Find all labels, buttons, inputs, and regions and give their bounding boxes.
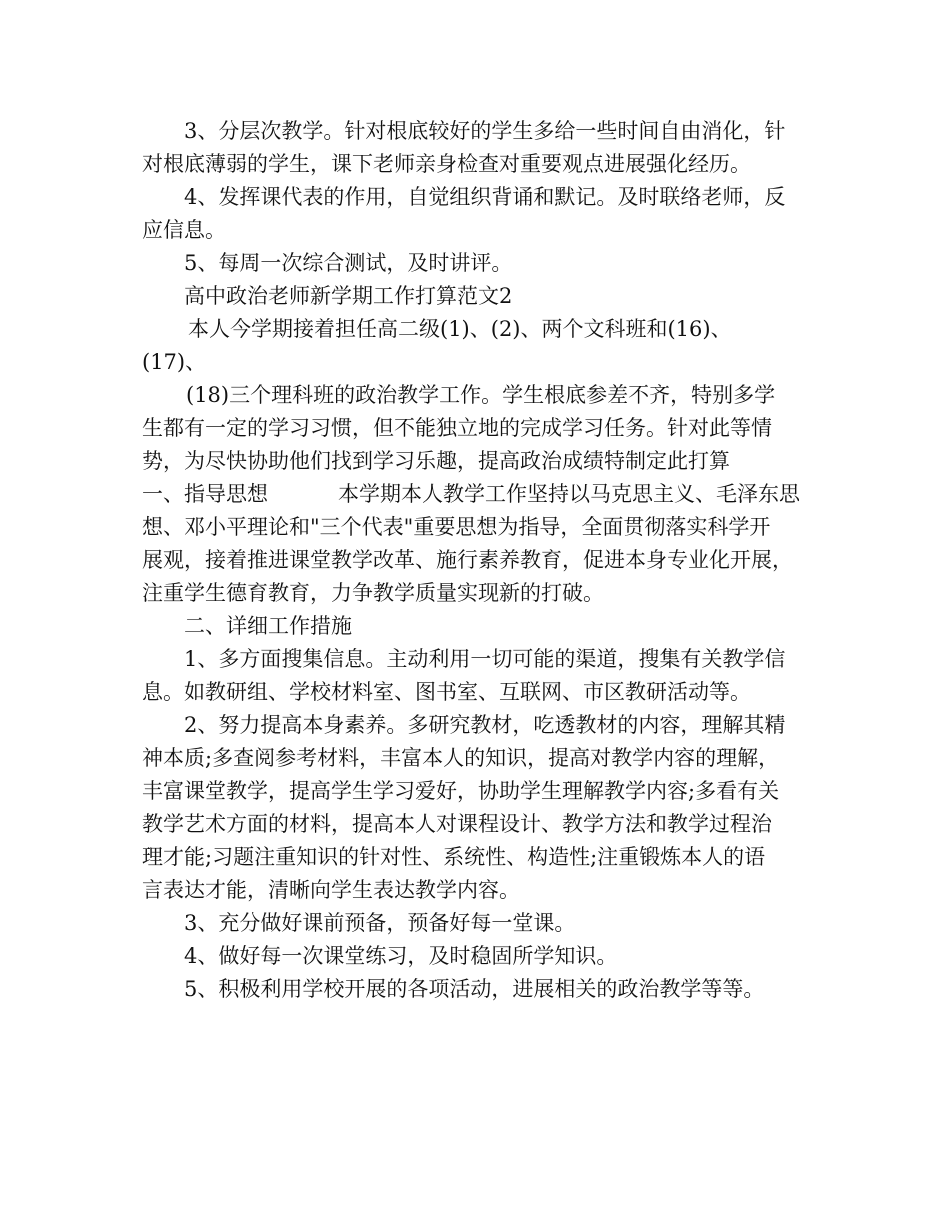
section-heading: 高中政治老师新学期工作打算范文2 [184, 284, 513, 308]
text-line: 注重学生德育教育，力争教学质量实现新的打破。 [142, 581, 604, 605]
text-line: 5、每周一次综合测试，及时讲评。 [184, 251, 513, 275]
text-line: (17)、 [142, 350, 207, 374]
text-line: 4、做好每一次课堂练习，及时稳固所学知识。 [184, 944, 618, 968]
text-line: 1、多方面搜集信息。主动利用一切可能的渠道，搜集有关教学信 [184, 647, 786, 671]
text-line: 2、努力提高本身素养。多研究教材，吃透教材的内容，理解其精 [184, 713, 786, 737]
subheading: 二、详细工作措施 [184, 614, 352, 638]
text-line: 对根底薄弱的学生，课下老师亲身检查对重要观点进展强化经历。 [142, 152, 751, 176]
document-body [142, 115, 832, 1006]
text-line: 3、充分做好课前预备，预备好每一堂课。 [184, 911, 576, 935]
text-line: 理才能;习题注重知识的针对性、系统性、构造性;注重锻炼本人的语 [142, 845, 766, 869]
text-line: 想、邓小平理论和"三个代表"重要思想为指导，全面贯彻落实科学开 [142, 515, 771, 539]
text-line: 言表达才能，清晰向学生表达教学内容。 [142, 878, 520, 902]
text-line [142, 478, 832, 511]
text-line: 展观，接着推进课堂教学改革、施行素养教育，促进本身专业化开展， [142, 548, 793, 572]
text-fragment: 本学期本人教学工作坚持以马克思主义、毛泽东思 [338, 482, 800, 506]
text-line: 3、分层次教学。针对根底较好的学生多给一些时间自由消化，针 [184, 119, 786, 143]
text-line: 息。如教研组、学校材料室、图书室、互联网、市区教研活动等。 [142, 680, 751, 704]
subheading: 一、指导思想 [142, 482, 268, 506]
text-line: 势，为尽快协助他们找到学习乐趣，提高政治成绩特制定此打算 [142, 449, 730, 473]
text-line: 5、积极利用学校开展的各项活动，进展相关的政治教学等等。 [184, 977, 765, 1001]
text-line: 丰富课堂教学，提高学生学习爱好，协助学生理解教学内容;多看有关 [142, 779, 780, 803]
text-line: 本人今学期接着担任高二级(1)、(2)、两个文科班和(16)、 [188, 317, 732, 341]
text-line: 神本质;多查阅参考材料，丰富本人的知识，提高对教学内容的理解， [142, 746, 780, 770]
text-line: 教学艺术方面的材料，提高本人对课程设计、教学方法和教学过程治 [142, 812, 772, 836]
text-line: 生都有一定的学习习惯，但不能独立地的完成学习任务。针对此等情 [142, 416, 772, 440]
text-line: 应信息。 [142, 218, 226, 242]
text-line: (18)三个理科班的政治教学工作。学生根底参差不齐，特别多学 [186, 383, 776, 407]
text-line: 4、发挥课代表的作用，自觉组织背诵和默记。及时联络老师，反 [184, 185, 786, 209]
